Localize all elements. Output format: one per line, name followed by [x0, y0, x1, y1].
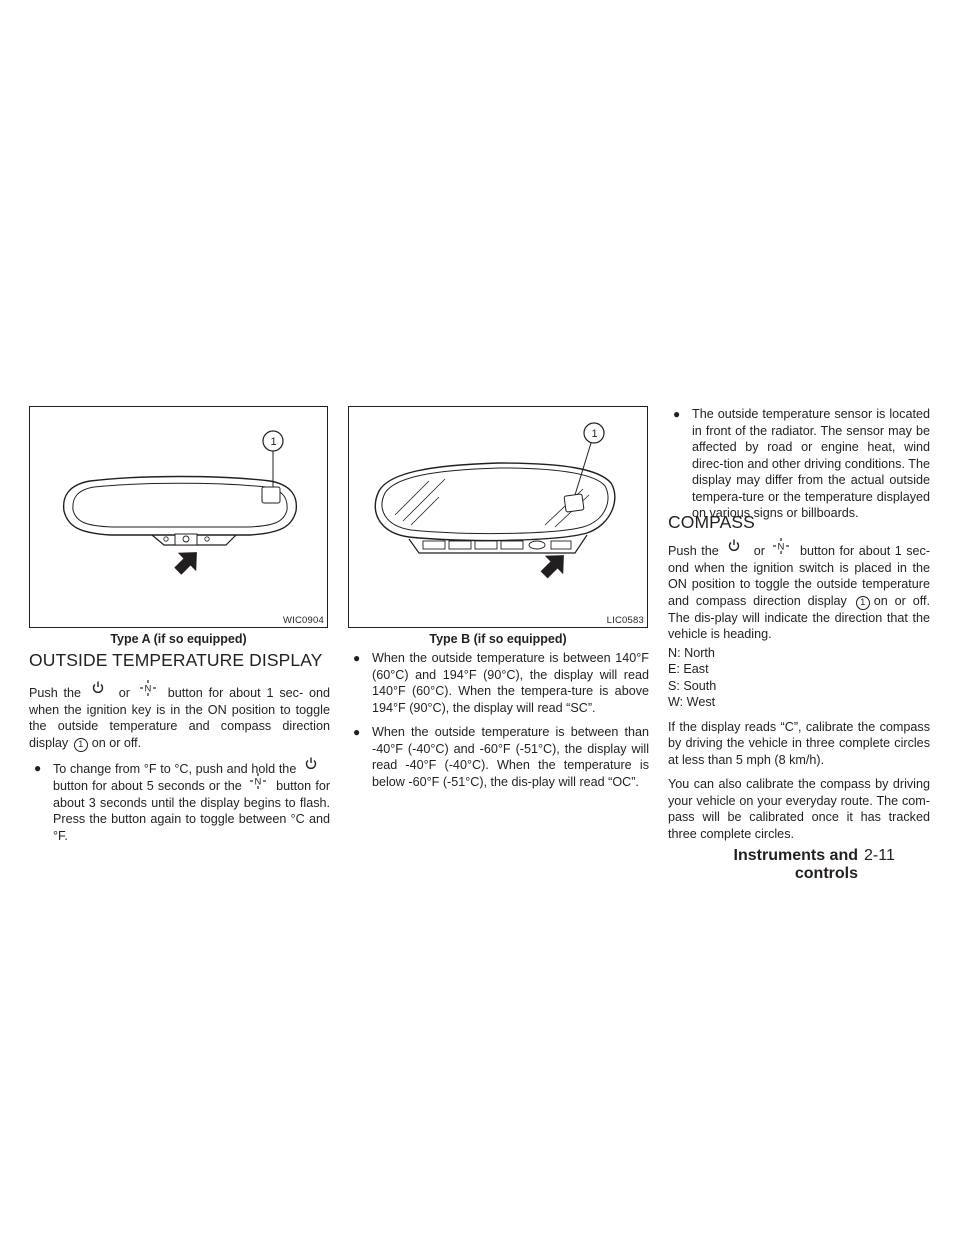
bullet-text: button for about 5 seconds or: [53, 779, 221, 793]
figure-code: LIC0583: [606, 615, 644, 626]
direction-west: W: West: [668, 695, 716, 709]
callout-circle-1: 1: [74, 738, 88, 752]
outside-temperature-bullets-col2: [348, 650, 649, 790]
figure-caption-type-a: Type A (if so equipped): [110, 632, 247, 646]
bullet-text: When the outside temperature is between than -40°F (-40°C) and -60°F (-51°C), the display will read -40°F (-40°C). When the temperature is below -60°F (-51°C), the dis-play will read “OC”.: [372, 725, 649, 789]
outside-intro-paragraph: [29, 684, 330, 752]
svg-text:N: N: [254, 776, 262, 788]
bullet-text: the: [278, 761, 297, 776]
footer-section-title: Instruments and controls: [733, 847, 858, 882]
intro-text: Push the: [668, 544, 719, 558]
sensor-bullet-col3: [668, 406, 930, 522]
intro-text: button for about 1 sec-: [167, 686, 304, 700]
figure-type-b: [348, 406, 648, 628]
calibrate-paragraph: If the display reads “C”, calibrate the compass by driving the vehicle in three complete circles at less than 5 mph (8 km/h).: [668, 719, 930, 767]
power-icon: [87, 684, 113, 698]
bullet-icon: ●: [673, 407, 681, 421]
outside-temperature-text: [29, 684, 330, 844]
bullet-icon: ●: [353, 725, 361, 739]
mirror-type-a-illustration: [30, 407, 327, 627]
direction-south: S: South: [668, 678, 717, 693]
bullet-sensor-location: [668, 406, 930, 522]
power-icon: [300, 760, 330, 774]
direction-east: E: East: [668, 662, 709, 676]
callout-number: 1: [270, 436, 277, 448]
intro-text: ond when the ignition key is in the ON position to toggle the outside temperature and compass direction display: [29, 686, 331, 750]
bullet-low-temperature: [348, 724, 649, 790]
section-heading-compass: COMPASS: [668, 512, 755, 532]
intro-text: or: [118, 686, 130, 700]
figure-caption-type-b: Type B (if so equipped): [429, 632, 567, 646]
compass-n-icon: [769, 542, 795, 556]
compass-n-icon: [136, 684, 162, 698]
intro-text: or: [753, 544, 765, 558]
compass-n-icon: [246, 777, 272, 791]
bullet-text: When the outside temperature is between 140°F (60°C) and 194°F (90°C), the display will read 140°F (60°C). When the tempera-ture is above 194°F (90°C), the display will read “SC”.: [372, 651, 649, 715]
intro-text: button for about 1 sec-: [799, 544, 931, 558]
svg-text:N: N: [144, 683, 152, 695]
intro-text: ond when the ignition switch is placed in the ON position to toggle the outside temperature and compass direction display: [668, 560, 930, 608]
svg-text:N: N: [777, 541, 785, 553]
intro-text: on or off.: [91, 735, 142, 750]
bullet-text: button for about 3 seconds until: [53, 779, 331, 810]
bullet-text: the: [224, 779, 242, 793]
intro-text: Push the: [29, 686, 82, 700]
bullet-text: The outside temperature sensor is located in front of the radiator. The sensor may be affected by road or engine heat, wind direc-tion and other driving conditions. The display may differ from the actual outside tempera-ture or the temperature displayed on various signs or billboards.: [692, 407, 930, 520]
intro-text: on or off. The dis-play will indicate the direction that the vehicle is heading.: [668, 593, 930, 641]
compass-text: [668, 542, 930, 842]
bullet-high-temperature: [348, 650, 649, 716]
direction-north: N: North: [668, 645, 715, 660]
compass-intro-paragraph: [668, 542, 930, 643]
bullet-text: To change from °F to °C, push and hold: [53, 761, 276, 776]
bullet-change-units: [29, 760, 330, 845]
direction-list: [668, 645, 930, 711]
mirror-type-b-illustration: [349, 407, 647, 627]
callout-number: 1: [591, 428, 598, 440]
bullet-icon: ●: [353, 651, 361, 665]
footer-page-number: 2-11: [864, 847, 895, 864]
power-icon: [723, 542, 749, 556]
section-heading-outside-temperature: OUTSIDE TEMPERATURE DISPLAY: [29, 650, 323, 670]
figure-code: WIC0904: [282, 615, 324, 626]
callout-circle-1: 1: [856, 596, 870, 610]
route-calibrate-paragraph: You can also calibrate the compass by driving your vehicle on your everyday route. The com-pass will be calibrated once it has tracked three complete circles.: [668, 777, 930, 841]
figure-type-a: [29, 406, 328, 628]
bullet-text: the display begins to flash. Press the button again to toggle between °C and °F.: [53, 795, 331, 843]
bullet-icon: ●: [34, 760, 42, 775]
